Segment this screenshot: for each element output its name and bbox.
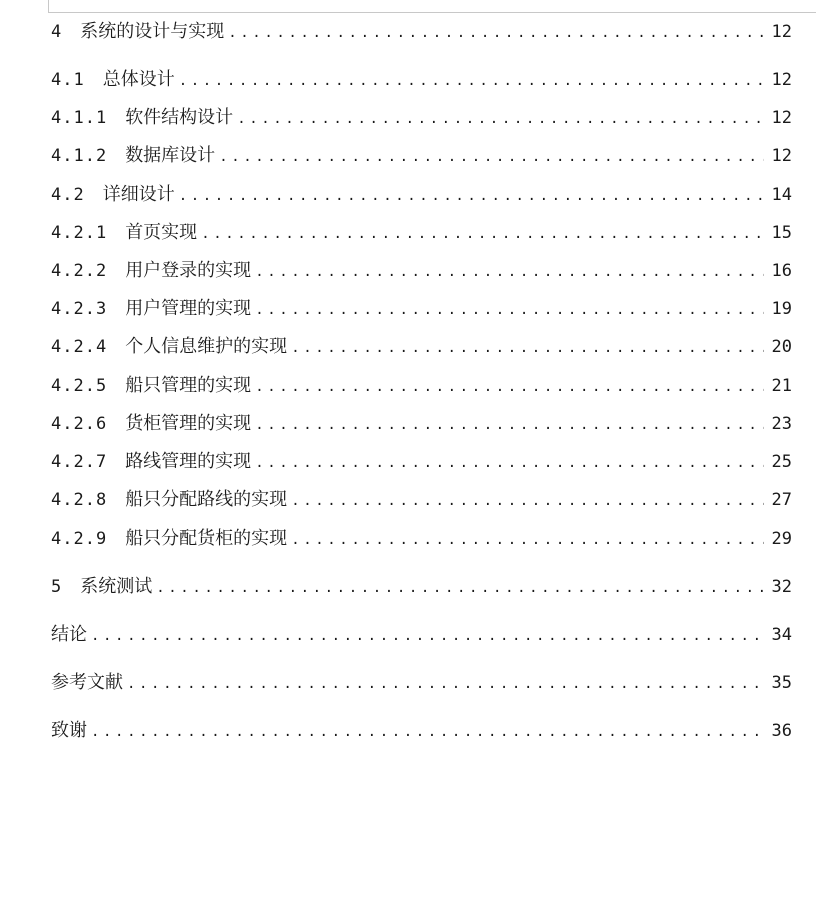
toc-entry-page: 12	[771, 146, 792, 166]
toc-entry-page: 21	[771, 376, 792, 396]
toc-dot-leader	[255, 259, 764, 285]
toc-entry-title: 总体设计	[102, 69, 175, 90]
toc-entry-number: 4.2.1	[51, 223, 108, 243]
toc-entry-page: 12	[771, 70, 792, 90]
toc-dot-leader	[219, 144, 764, 170]
toc-entry-title: 船只分配路线的实现	[125, 489, 288, 510]
toc-entry-title: 首页实现	[125, 222, 198, 243]
toc-entry-page: 29	[771, 529, 792, 549]
toc-entry-title: 船只管理的实现	[125, 375, 252, 396]
toc-entry[interactable]	[51, 105, 792, 131]
toc-entry-number: 4.2.2	[51, 261, 108, 281]
toc-entry-number: 4.2	[51, 185, 85, 205]
toc-dot-leader	[91, 719, 764, 745]
toc-dot-leader	[255, 297, 764, 323]
toc-entry-number: 4.2.8	[51, 490, 108, 510]
toc-entry-title: 船只分配货柜的实现	[125, 528, 288, 549]
toc-entry-title: 用户管理的实现	[125, 298, 252, 319]
toc-entry-title: 用户登录的实现	[125, 260, 252, 281]
toc-entry-title: 路线管理的实现	[125, 451, 252, 472]
toc-entry-title: 系统测试	[80, 576, 153, 597]
toc-entry-title: 结论	[51, 624, 87, 645]
toc-entry-number: 4.1.2	[51, 146, 108, 166]
page-top-edge	[48, 0, 816, 13]
toc-entry-page: 20	[771, 337, 792, 357]
toc-entry-title: 个人信息维护的实现	[125, 336, 288, 357]
toc-entry[interactable]	[51, 487, 792, 513]
toc-entry-number: 4.2.5	[51, 376, 108, 396]
toc-entry-title: 参考文献	[51, 672, 123, 693]
toc-entry[interactable]	[51, 373, 792, 399]
toc-entry[interactable]	[51, 19, 792, 45]
toc-entry[interactable]	[51, 574, 792, 600]
toc-entry[interactable]	[51, 67, 792, 93]
toc-entry-page: 35	[771, 673, 792, 693]
toc-entry-page: 34	[771, 625, 792, 645]
toc-entry[interactable]	[51, 334, 792, 360]
toc-dot-leader	[255, 374, 764, 400]
toc-dot-leader	[237, 106, 764, 132]
toc-entry-number: 4.1.1	[51, 108, 108, 128]
toc-entry[interactable]	[51, 449, 792, 475]
toc-entry-number: 4.2.7	[51, 452, 108, 472]
toc-entry-title: 致谢	[51, 720, 87, 741]
toc-entry-number: 4	[51, 22, 63, 42]
toc-entry[interactable]	[51, 296, 792, 322]
toc-entry[interactable]	[51, 258, 792, 284]
toc-entry-page: 14	[771, 185, 792, 205]
toc-entry-page: 19	[771, 299, 792, 319]
toc-entry-page: 12	[771, 22, 792, 42]
toc-entry-title: 系统的设计与实现	[80, 21, 225, 42]
toc-dot-leader	[179, 68, 764, 94]
toc-entry-page: 36	[771, 721, 792, 741]
toc-entry-number: 4.1	[51, 70, 85, 90]
toc-entry[interactable]	[51, 182, 792, 208]
toc-entry-number: 4.2.4	[51, 337, 108, 357]
toc-entry-title: 详细设计	[102, 184, 175, 205]
toc-entry-number: 4.2.3	[51, 299, 108, 319]
toc-entry[interactable]	[51, 143, 792, 169]
toc-entry[interactable]	[51, 670, 792, 696]
toc-entry[interactable]	[51, 622, 792, 648]
toc-dot-leader	[127, 671, 764, 697]
toc-entry-number: 4.2.6	[51, 414, 108, 434]
toc-entry-page: 23	[771, 414, 792, 434]
toc-dot-leader	[201, 221, 764, 247]
toc-entry[interactable]	[51, 718, 792, 744]
toc-entry-number: 5	[51, 577, 63, 597]
toc-entry-page: 12	[771, 108, 792, 128]
toc-entry[interactable]	[51, 526, 792, 552]
toc-dot-leader	[179, 183, 764, 209]
toc-dot-leader	[291, 527, 764, 553]
toc-entry-page: 32	[771, 577, 792, 597]
toc-dot-leader	[91, 623, 764, 649]
toc-entry-number: 4.2.9	[51, 529, 108, 549]
toc-dot-leader	[291, 335, 764, 361]
toc-dot-leader	[228, 20, 764, 46]
toc-entry-page: 15	[771, 223, 792, 243]
toc-entry[interactable]	[51, 411, 792, 437]
toc-entry-page: 27	[771, 490, 792, 510]
toc-entry-title: 软件结构设计	[125, 107, 234, 128]
toc-entry-title: 货柜管理的实现	[125, 413, 252, 434]
toc-dot-leader	[255, 450, 764, 476]
toc-entry-page: 25	[771, 452, 792, 472]
toc-entry-page: 16	[771, 261, 792, 281]
toc-entry[interactable]	[51, 220, 792, 246]
toc-dot-leader	[255, 412, 764, 438]
toc-dot-leader	[291, 488, 764, 514]
toc-dot-leader	[156, 575, 764, 601]
toc-entry-title: 数据库设计	[125, 145, 216, 166]
